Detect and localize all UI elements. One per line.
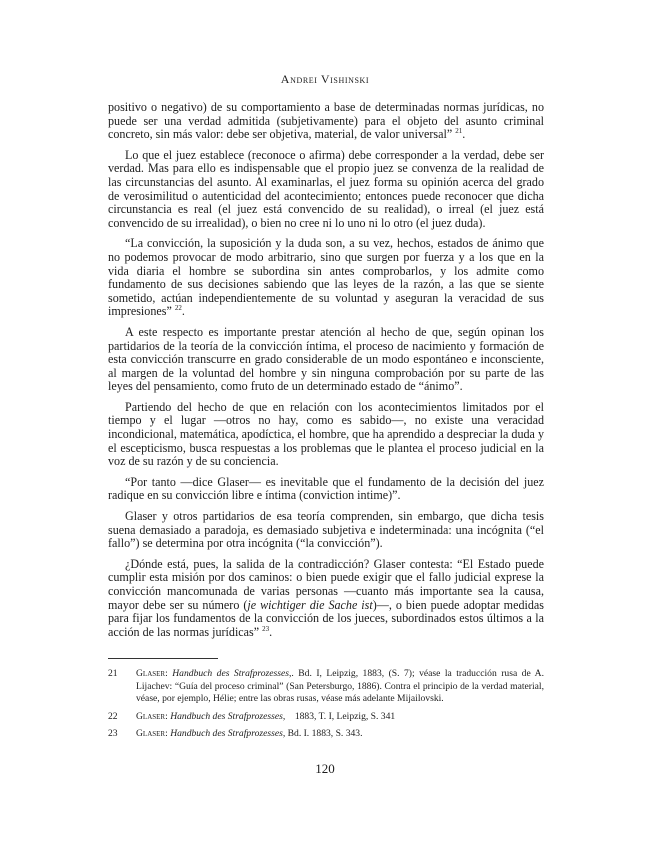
footnote-rest: Bd. I. 1883, S. 343. bbox=[285, 728, 363, 740]
paragraph-8-italic: je wichtiger die Sache ist bbox=[247, 597, 373, 612]
footnote-22 bbox=[108, 711, 544, 724]
footnote-title: Handbuch des Strafprozesses, bbox=[170, 728, 286, 740]
footnote-rest: ,. Bd. I, Leipzig, 1883, (S. 7); véase la traducción rusa de A. Lijachev: “Guía del proceso criminal” (San Petersburgo, 1886). Contra el principio de la verdad material, véase, por ejemplo, Hélie; entre las obras rusas, véase más adelante Mijailovski. bbox=[136, 668, 544, 705]
footnote-author: Glaser bbox=[136, 728, 166, 740]
footnote-author: Glaser bbox=[136, 710, 166, 722]
paragraph-1-end: . bbox=[462, 127, 466, 142]
footnote-number: 21 bbox=[108, 668, 118, 679]
footnote-text bbox=[136, 728, 544, 741]
paragraph-1 bbox=[108, 101, 544, 142]
paragraph-8-text-a: ¿Dónde está, pues, la salida de la contradicción? Glaser contesta: “El Estado puede cumplir esta misión por dos caminos: o bien puede exigir que el fallo judicial exprese la convicción mancomunada de varias personas —cuanto más importante sea la causa, mayor debe ser su número ( bbox=[108, 556, 544, 612]
paragraph-5: Partiendo del hecho de que en relación con los acontecimientos limitados por el tiempo y el lugar —otros no hay, como es sabido—, no existe una veracidad incondicional, matemática, apodíctica, el hombre, que ha aprendido a despreciar la duda y el escepticismo, busca respuestas a los problemas que le plantea el proceso judicial en la voz de su razón y de su conciencia. bbox=[108, 399, 544, 469]
footnote-ref-22[interactable]: 22 bbox=[174, 304, 182, 313]
footnote-ref-21[interactable]: 21 bbox=[455, 127, 463, 136]
page-number: 120 bbox=[315, 761, 335, 776]
paragraph-6: “Por tanto —dice Glaser— es inevitable que el fundamento de la decisión del juez radique en su convicción libre e íntima (conviction intime)”. bbox=[108, 474, 544, 503]
footnote-text bbox=[136, 711, 544, 724]
paragraph-8 bbox=[108, 558, 544, 640]
footnote-sep: : bbox=[165, 728, 171, 740]
footnote-title: Handbuch des Strafprozesses, bbox=[170, 710, 286, 722]
footnote-rest: 1883, T. I, Leipzig, S. 341 bbox=[285, 710, 396, 722]
footnote-author: Glaser bbox=[136, 668, 166, 679]
paragraph-3-end: . bbox=[181, 304, 185, 319]
footnote-23 bbox=[108, 728, 544, 741]
paragraph-7: Glaser y otros partidarios de esa teoría comprenden, sin embargo, que dicha tesis suena demasiado a paradoja, es demasiado subjetiva e indeterminada: una incógnita (“el fallo”) se determina por otra incógnita (“la convicción”). bbox=[108, 509, 544, 551]
footnote-title: Handbuch des Strafprozesses bbox=[172, 668, 290, 679]
footnotes bbox=[108, 668, 544, 746]
footnote-number: 22 bbox=[108, 710, 118, 722]
footnote-sep: : bbox=[165, 668, 173, 679]
paragraph-2: Lo que el juez establece (reconoce o afirma) debe corresponder a la verdad, debe ser verdad. Mas para ello es indispensable que el propio juez se convenza de la realidad de las circunstancias del asunto. Al examinarlas, el juez forma su opinión acerca del grado de verosimilitud o autenticidad del acontecimiento; entonces puede reconocer que dicha circunstancia es real (el juez está convencido de su realidad), o irreal (el juez está convencido de su irrealidad), o bien no cree ni lo uno ni lo otro (el juez duda). bbox=[108, 147, 544, 230]
footnote-21 bbox=[108, 668, 544, 706]
paragraph-3-text: “La convicción, la suposición y la duda son, a su vez, hechos, estados de ánimo que no podemos provocar de modo arbitrario, sino que surgen por fuerza y a los que en la vida diaria el hombre se subordina sin antes comprobarlos, y los admite como fundamento de sus decisiones sabiendo que las leyes de la razón, a las que se siente sometido, actúan independientemente de su voluntad y aseguran la veracidad de sus impresiones” bbox=[108, 236, 544, 319]
footnote-sep: : bbox=[165, 710, 171, 722]
paragraph-3 bbox=[108, 237, 544, 319]
footnote-number: 23 bbox=[108, 728, 118, 740]
footnote-ref-23[interactable]: 23 bbox=[262, 624, 270, 633]
running-head: Andrei Vishinski bbox=[280, 72, 370, 86]
paragraph-1-text: positivo o negativo) de su comportamiento a base de determinadas normas jurídicas, no puede ser una verdad admitida (subjetivamente) para el objeto del asunto criminal concreto, sin más valor: debe ser objetiva, material, de valor universal” bbox=[108, 100, 544, 142]
paragraph-8-end: . bbox=[269, 624, 273, 639]
body-text bbox=[108, 101, 544, 646]
paragraph-8-text-b: )—, o bien puede adoptar medidas para fijar los fundamentos de la convicción de los jueces, subordinados estos últimos a la acción de las normas jurídicas” bbox=[108, 597, 544, 639]
footnote-text bbox=[136, 668, 544, 706]
footnote-rule bbox=[108, 658, 218, 659]
paragraph-4: A este respecto es importante prestar atención al hecho de que, según opinan los partidarios de la teoría de la convicción íntima, el proceso de nacimiento y formación de esta convicción transcurre en grado considerable de un modo espontáneo e inconsciente, al margen de la voluntad del hombre y sin ninguna comprobación por su parte de las leyes del pensamiento, como fruto de un determinado estado de “ánimo”. bbox=[108, 324, 544, 394]
